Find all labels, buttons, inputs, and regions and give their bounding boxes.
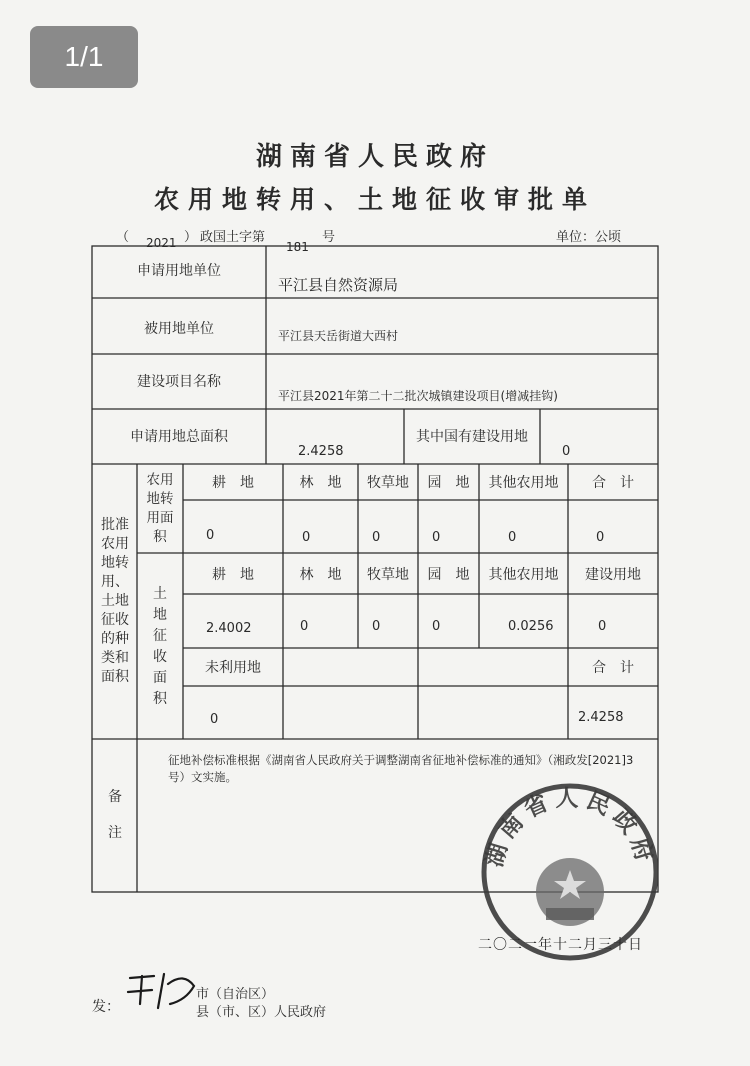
doc-year: 2021 xyxy=(146,236,177,250)
land-value-garden: 0 xyxy=(432,618,441,634)
farmland-header-garden: 园 地 xyxy=(427,475,470,491)
land-header-garden: 园 地 xyxy=(427,567,470,583)
farmland-header-total: 合 计 xyxy=(592,475,634,491)
farmland-header-arable: 耕 地 xyxy=(212,475,254,491)
issue-line-county: 县（市、区）人民政府 xyxy=(196,1005,327,1020)
approval-section-label: 批准农用地转用、土地征收的种类和面积 xyxy=(101,517,129,685)
farmland-header-forest: 林 地 xyxy=(299,475,342,491)
remark-text: 征地补偿标准根据《湖南省人民政府关于调整湖南省征地补偿标准的通知》（湘政发[2021]3号）文实施。 xyxy=(168,753,634,784)
land-section-label: 土地征收面积 xyxy=(153,585,167,707)
total-area-label: 申请用地总面积 xyxy=(130,429,228,445)
issue-line-city: 市（自治区） xyxy=(196,987,275,1002)
farmland-header-other: 其他农用地 xyxy=(488,475,559,491)
farmland-value-garden: 0 xyxy=(432,529,441,545)
total-area-value: 2.4258 xyxy=(298,443,344,459)
state-construction-label: 其中国有建设用地 xyxy=(416,429,528,445)
remark-label-bottom: 注 xyxy=(108,825,122,841)
page-indicator: 1/1 xyxy=(30,26,138,88)
document-title: 湖南省人民政府 xyxy=(255,142,494,172)
doc-prefix: 政国土字第 xyxy=(200,230,266,245)
applicant-label: 申请用地单位 xyxy=(137,263,221,279)
remark-label-top: 备 xyxy=(108,789,122,805)
land-value-other: 0.0256 xyxy=(508,618,554,634)
farmland-value-arable: 0 xyxy=(206,527,215,543)
land-total-value: 2.4258 xyxy=(578,709,624,725)
unused-land-label: 未利用地 xyxy=(205,660,261,676)
project-label: 建设项目名称 xyxy=(137,374,221,390)
land-header-pasture: 牧草地 xyxy=(367,567,409,583)
farmland-value-other: 0 xyxy=(508,529,517,545)
land-value-arable: 2.4002 xyxy=(206,620,252,636)
land-total-label: 合 计 xyxy=(592,660,634,676)
land-value-pasture: 0 xyxy=(372,618,381,634)
farmland-value-total: 0 xyxy=(596,529,605,545)
unused-land-value: 0 xyxy=(210,711,219,727)
document-subtitle: 农用地转用、土地征收审批单 xyxy=(153,185,596,214)
land-value-forest: 0 xyxy=(300,618,309,634)
issue-label: 发： xyxy=(92,999,120,1015)
unit-label: 单位：公顷 xyxy=(556,230,622,245)
used-unit-label: 被用地单位 xyxy=(144,321,214,337)
applicant-value: 平江县自然资源局 xyxy=(278,275,399,294)
approval-date: 二〇二一年十二月三十日 xyxy=(478,937,643,953)
farmland-value-pasture: 0 xyxy=(372,529,381,545)
farmland-value-forest: 0 xyxy=(302,529,311,545)
doc-paren-open: （ xyxy=(116,230,130,245)
svg-text:湖南省人民政府 xyxy=(481,786,659,870)
land-header-other: 其他农用地 xyxy=(488,567,559,583)
project-value: 平江县2021年第二十二批次城镇建设项目(增减挂钩) xyxy=(278,388,558,403)
state-construction-value: 0 xyxy=(562,443,571,459)
doc-suffix: 号 xyxy=(322,230,336,245)
doc-paren-close: ） xyxy=(184,230,198,245)
used-unit-value: 平江县天岳街道大西村 xyxy=(278,328,399,343)
land-value-construction: 0 xyxy=(598,618,607,634)
issue-recipient xyxy=(196,986,326,1022)
farmland-header-pasture: 牧草地 xyxy=(367,475,409,491)
seal-text: 湖南省人民政府 xyxy=(481,785,659,870)
farmland-section-label: 农用地转用面积 xyxy=(146,471,174,545)
land-header-construction: 建设用地 xyxy=(585,567,641,583)
land-header-forest: 林 地 xyxy=(299,567,342,583)
doc-number: 181 xyxy=(286,240,309,254)
handwritten-signature xyxy=(124,964,204,1012)
land-header-arable: 耕 地 xyxy=(212,567,254,583)
